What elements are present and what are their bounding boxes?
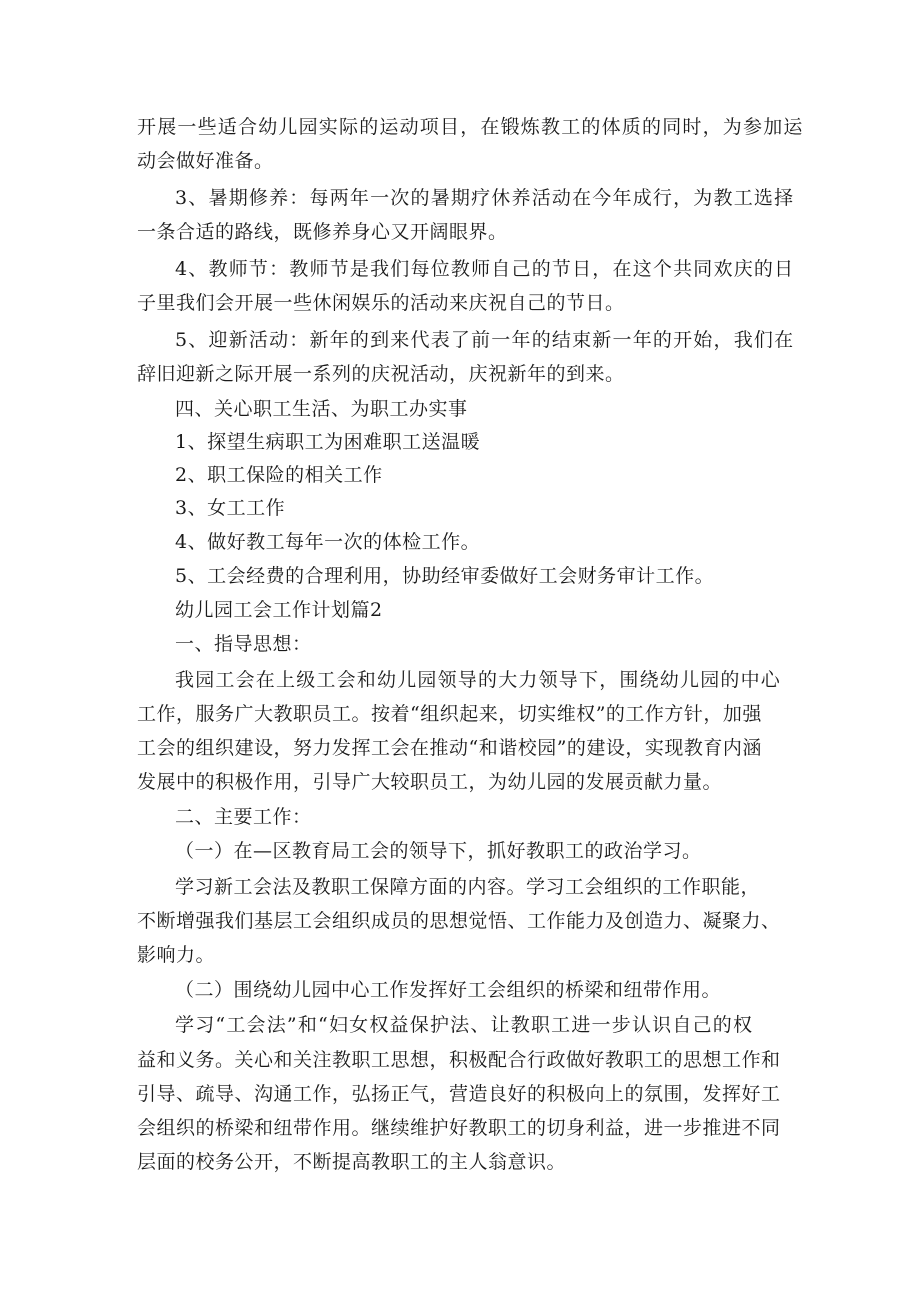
subsection-heading: （二）围绕幼儿园中心工作发挥好工会组织的桥梁和纽带作用。 — [175, 979, 722, 1001]
list-item: 4、做好教工每年一次的体检工作。 — [175, 531, 481, 553]
text-line: 一条合适的路线，既修养身心又开阔眼界。 — [137, 221, 508, 243]
text-line: 3、暑期修养：每两年一次的暑期疗休养活动在今年成行，为教工选择 — [175, 187, 795, 209]
subsection-heading: （一）在—区教育局工会的领导下，抓好教职工的政治学习。 — [175, 840, 702, 862]
text-line: 不断增强我们基层工会组织成员的思想觉悟、工作能力及创造力、凝聚力、 — [137, 910, 781, 932]
list-item: 1、探望生病职工为困难职工送温暖 — [175, 431, 481, 453]
text-line: 我园工会在上级工会和幼儿园领导的大力领导下，围绕幼儿园的中心 — [175, 669, 782, 691]
text-line: 辞旧迎新之际开展一系列的庆祝活动，庆祝新年的到来。 — [137, 363, 625, 385]
text-line: 子里我们会开展一些休闲娱乐的活动来庆祝自己的节日。 — [137, 292, 625, 314]
text-line: 5、迎新活动：新年的到来代表了前一年的结束新一年的开始，我们在 — [175, 329, 795, 351]
list-item: 5、工会经费的合理利用，协助经审委做好工会财务审计工作。 — [175, 565, 715, 587]
text-line: 会组织的桥梁和纽带作用。继续维护好教职工的切身利益，进一步推进不同 — [137, 1117, 781, 1139]
chapter-title: 幼儿园工会工作计划篇2 — [175, 599, 383, 621]
section-heading: 二、主要工作： — [175, 806, 312, 828]
text-line: 引导、疏导、沟通工作，弘扬正气，营造良好的积极向上的氛围，发挥好工 — [137, 1083, 781, 1105]
list-item: 2、职工保险的相关工作 — [175, 464, 383, 486]
text-line: 工作，服务广大教职员工。按着“组织起来，切实维权”的工作方针，加强 — [137, 703, 762, 725]
section-heading: 四、关心职工生活、为职工办实事 — [175, 398, 468, 420]
text-line: 学习“工会法”和“妇女权益保护法、让教职工进一步认识自己的权 — [175, 1014, 754, 1036]
text-line: 层面的校务公开，不断提高教职工的主人翁意识。 — [137, 1151, 567, 1173]
text-line: 益和义务。关心和关注教职工思想，积极配合行政做好教职工的思想工作和 — [137, 1049, 781, 1071]
text-line: 发展中的积极作用，引导广大较职员工，为幼儿园的发展贡献力量。 — [137, 771, 723, 793]
text-line: 学习新工会法及教职工保障方面的内容。学习工会组织的工作职能， — [175, 876, 761, 898]
text-line: 开展一些适合幼儿园实际的运动项目，在锻炼教工的体质的同时，为参加运 — [137, 116, 804, 138]
list-item: 3、女工工作 — [175, 497, 286, 519]
section-heading: 一、指导思想： — [175, 633, 312, 655]
text-line: 动会做好准备。 — [137, 150, 274, 172]
text-line: 影响力。 — [137, 944, 216, 966]
text-line: 4、教师节：教师节是我们每位教师自己的节日，在这个共同欢庆的日 — [175, 258, 795, 280]
text-line: 工会的组织建设，努力发挥工会在推动“和谐校园”的建设，实现教育内涵 — [137, 737, 762, 759]
